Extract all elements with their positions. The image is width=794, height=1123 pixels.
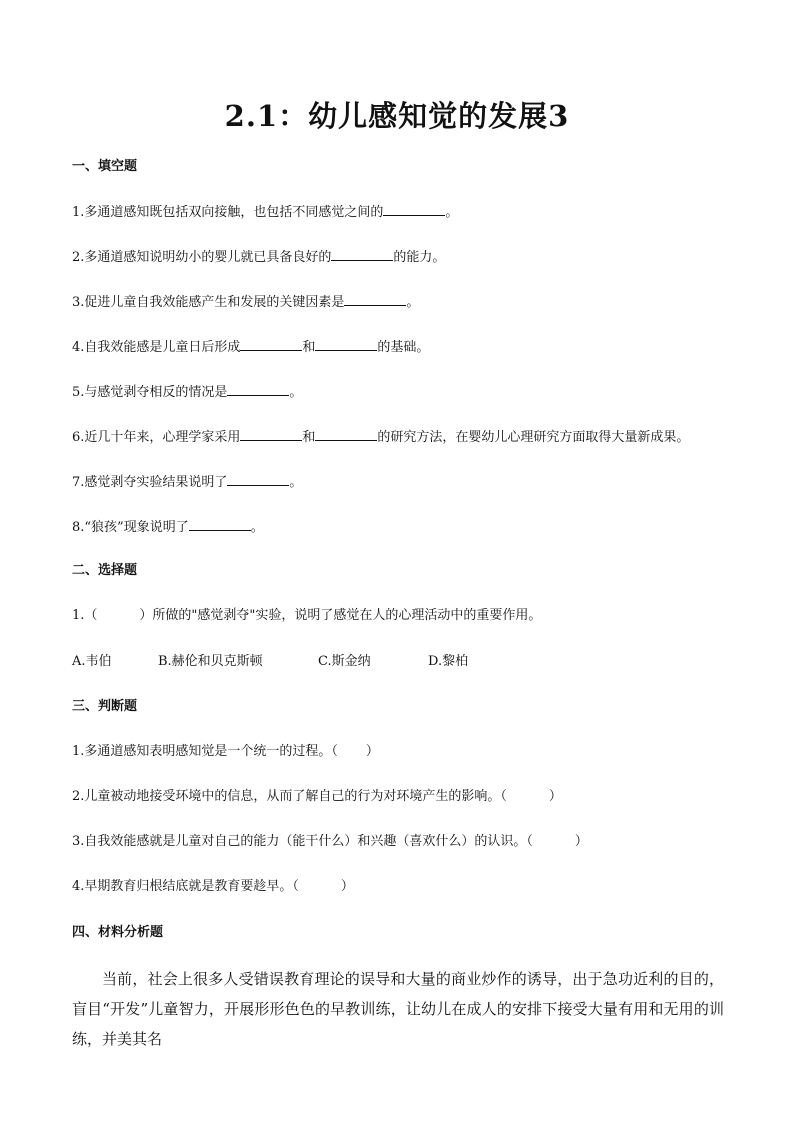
answer-blank[interactable] bbox=[315, 426, 377, 441]
answer-blank[interactable] bbox=[344, 291, 406, 306]
question-text: 和 bbox=[302, 430, 316, 445]
option-a[interactable]: A.韦伯 bbox=[72, 654, 112, 669]
question-text: 4.早期教育归根结底就是教育要趁早。（ bbox=[72, 879, 299, 894]
fill-question-3 bbox=[72, 291, 419, 313]
choice-options bbox=[72, 652, 468, 672]
section-heading-choice: 二、选择题 bbox=[72, 563, 138, 578]
answer-blank[interactable] bbox=[189, 516, 251, 531]
section-heading-fill: 一、填空题 bbox=[72, 159, 138, 174]
judge-question-1 bbox=[72, 742, 379, 762]
option-d[interactable]: D.黎柏 bbox=[428, 654, 469, 669]
fill-question-6 bbox=[72, 426, 689, 448]
section-heading-judge: 三、判断题 bbox=[72, 699, 138, 714]
question-text: 1.多通道感知表明感知觉是一个统一的过程。（ bbox=[72, 744, 338, 759]
question-text: 。 bbox=[289, 475, 303, 490]
question-text: 5.与感觉剥夺相反的情况是 bbox=[72, 385, 228, 400]
judge-question-4 bbox=[72, 877, 354, 897]
question-text: 8.“狼孩”现象说明了 bbox=[72, 520, 189, 535]
question-text: 7.感觉剥夺实验结果说明了 bbox=[72, 475, 228, 490]
option-b[interactable]: B.赫伦和贝克斯顿 bbox=[158, 654, 263, 669]
fill-question-8 bbox=[72, 516, 264, 538]
question-text: 。 bbox=[406, 295, 420, 310]
question-text: 3.自我效能感就是儿童对自己的能力（能干什么）和兴趣（喜欢什么）的认识。（ bbox=[72, 834, 533, 849]
question-text: 1.（ bbox=[72, 608, 98, 623]
question-text: ） bbox=[365, 744, 379, 759]
question-text: 。 bbox=[289, 385, 303, 400]
question-text: 3.促进儿童自我效能感产生和发展的关键因素是 bbox=[72, 295, 345, 310]
fill-question-1 bbox=[72, 201, 458, 223]
answer-blank[interactable] bbox=[227, 471, 289, 486]
question-text: 6.近几十年来，心理学家采用 bbox=[72, 430, 241, 445]
fill-question-2 bbox=[72, 246, 445, 268]
question-text: ）所做的"感觉剥夺"实验，说明了感觉在人的心理活动中的重要作用。 bbox=[139, 608, 542, 623]
question-text: 2.多通道感知说明幼小的婴儿就已具备良好的 bbox=[72, 250, 332, 265]
answer-blank[interactable] bbox=[331, 246, 393, 261]
question-text: 。 bbox=[250, 520, 264, 535]
question-text: 的基础。 bbox=[377, 340, 430, 355]
page-title: 2.1：幼儿感知觉的发展3 bbox=[224, 99, 570, 133]
question-text: ） bbox=[548, 789, 562, 804]
question-text: 2.儿童被动地接受环境中的信息，从而了解自己的行为对环境产生的影响。（ bbox=[72, 789, 507, 804]
section-heading-analysis: 四、材料分析题 bbox=[72, 925, 164, 940]
choice-question-1 bbox=[72, 606, 541, 626]
question-text: 和 bbox=[302, 340, 316, 355]
question-text: 。 bbox=[445, 205, 459, 220]
fill-question-7 bbox=[72, 471, 302, 493]
question-text: 的研究方法，在婴幼儿心理研究方面取得大量新成果。 bbox=[377, 430, 690, 445]
answer-blank[interactable] bbox=[383, 201, 445, 216]
judge-question-3 bbox=[72, 832, 588, 852]
answer-blank[interactable] bbox=[227, 381, 289, 396]
analysis-paragraph: 当前，社会上很多人受错误教育理论的误导和大量的商业炒作的诱导，出于急功近利的目的，盲目“开发”儿童智力，开展形形色色的早教训练，让幼儿在成人的安排下接受大量有用和无用的训练，并美其名 bbox=[72, 970, 724, 1048]
answer-blank[interactable] bbox=[240, 336, 302, 351]
question-text: 1.多通道感知既包括双向接触，也包括不同感觉之间的 bbox=[72, 205, 384, 220]
fill-question-5 bbox=[72, 381, 302, 403]
question-text: 的能力。 bbox=[393, 250, 446, 265]
fill-question-4 bbox=[72, 336, 429, 358]
question-text: ） bbox=[340, 879, 354, 894]
answer-blank[interactable] bbox=[315, 336, 377, 351]
option-c[interactable]: C.斯金纳 bbox=[318, 654, 371, 669]
question-text: ） bbox=[574, 834, 588, 849]
judge-question-2 bbox=[72, 787, 562, 807]
answer-blank[interactable] bbox=[240, 426, 302, 441]
question-text: 4.自我效能感是儿童日后形成 bbox=[72, 340, 241, 355]
